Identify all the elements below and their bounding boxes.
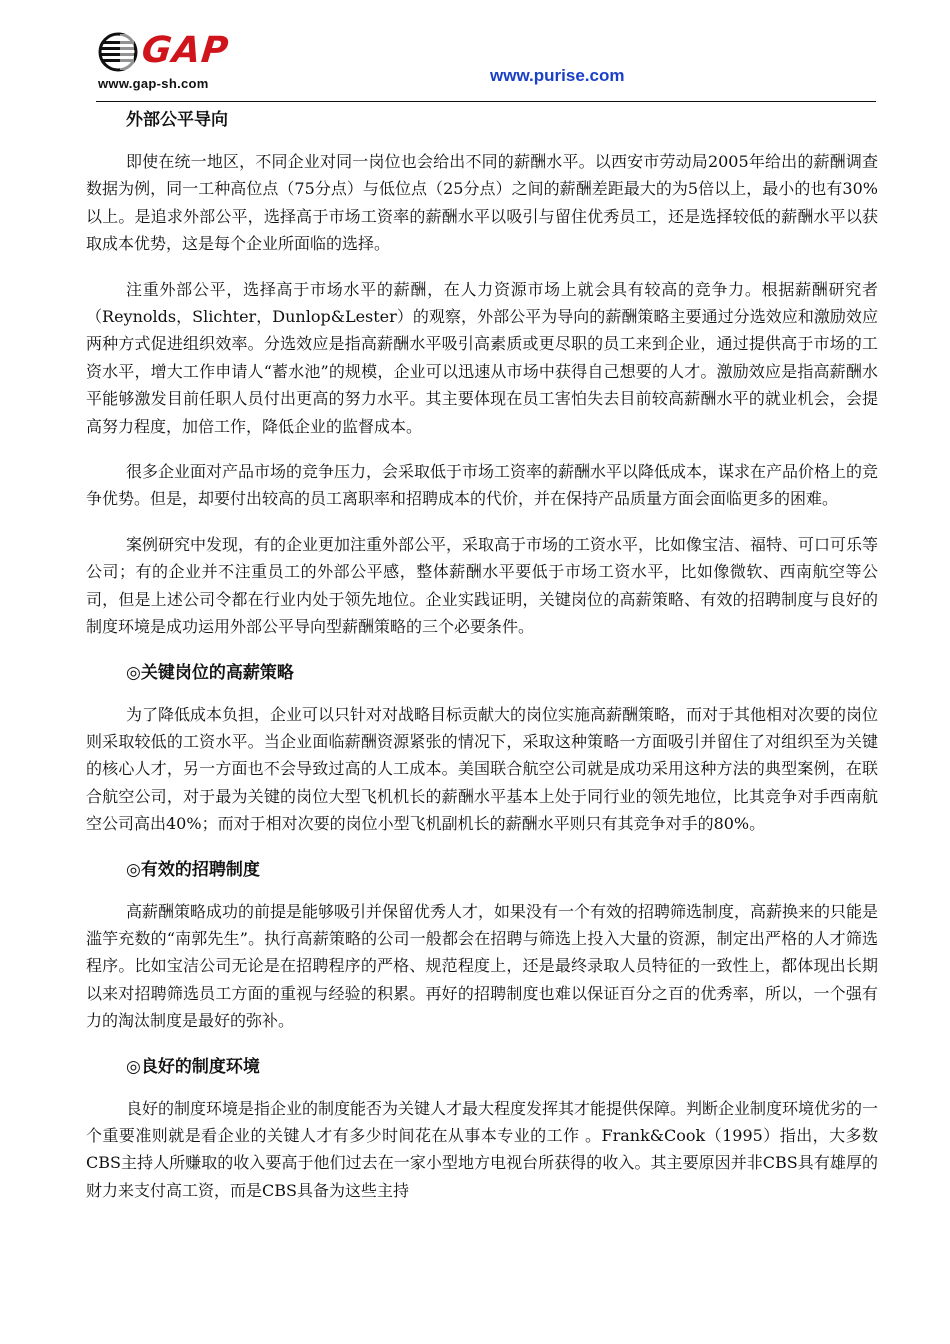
paragraph: 即使在统一地区，不同企业对同一岗位也会给出不同的薪酬水平。以西安市劳动局2005年给出的薪酬调查数据为例，同一工种高位点（75分点）与低位点（25分点）之间的薪酬差距最大的为5倍以上，最小的也有30%以上。是追求外部公平，选择高于市场工资率的薪酬水平以吸引与留住优秀员工，还是选择较低的薪酬水平以获取成本优势，这是每个企业所面临的选择。: [86, 152, 878, 254]
header-divider: [96, 101, 876, 102]
section-heading: ◎良好的制度环境: [126, 1056, 260, 1077]
page-header: [0, 0, 950, 104]
paragraph: 高薪酬策略成功的前提是能够吸引并保留优秀人才，如果没有一个有效的招聘筛选制度，高薪换来的只能是滥竽充数的“南郭先生”。执行高薪策略的公司一般都会在招聘与筛选上投入大量的资源，制定出严格的人才筛选程序。比如宝洁公司无论是在招聘程序的严格、规范程度上，还是最终录取人员特征的一致性上，都体现出长期以来对招聘筛选员工方面的重视与经验的积累。再好的招聘制度也难以保证百分之百的优秀率，所以，一个强有力的淘汰制度是最好的弥补。: [86, 901, 879, 1031]
paragraph: 很多企业面对产品市场的竞争压力，会采取低于市场工资率的薪酬水平以降低成本，谋求在产品价格上的竞争优势。但是，却要付出较高的员工离职率和招聘成本的代价，并在保持产品质量方面会面临更多的困难。: [86, 462, 879, 509]
globe-icon: [98, 32, 138, 72]
site-url-link[interactable]: www.purise.com: [490, 66, 625, 85]
paragraph: 案例研究中发现，有的企业更加注重外部公平，采取高于市场的工资水平，比如像宝洁、福特、可口可乐等公司；有的企业并不注重员工的外部公平感，整体薪酬水平要低于市场工资水平，比如像微软、西南航空等公司，但是上述公司令都在行业内处于领先地位。企业实践证明，关键岗位的高薪策略、有效的招聘制度与良好的制度环境是成功运用外部公平导向型薪酬策略的三个必要条件。: [86, 534, 879, 637]
section-heading: ◎关键岗位的高薪策略: [126, 662, 294, 683]
gap-logo: [96, 30, 256, 96]
section-heading: ◎有效的招聘制度: [126, 859, 260, 880]
paragraph: 为了降低成本负担，企业可以只针对对战略目标贡献大的岗位实施高薪酬策略，而对于其他相对次要的岗位则采取较低的工资水平。当企业面临薪酬资源紧张的情况下，采取这种策略一方面吸引并留住了对组织至为关键的核心人才，另一方面也不会导致过高的人工成本。美国联合航空公司就是成功采用这种方法的典型案例，在联合航空公司，对于最为关键的岗位大型飞机机长的薪酬水平基本上处于同行业的领先地位，比其竞争对手西南航空公司高出40%；而对于相对次要的岗位小型飞机副机长的薪酬水平则只有其竞争对手的80%。: [86, 704, 879, 834]
logo-text: GAP: [139, 30, 231, 71]
section-heading: 外部公平导向: [126, 110, 228, 130]
article-body: [86, 106, 878, 1204]
paragraph: 良好的制度环境是指企业的制度能否为关键人才最大程度发挥其才能提供保障。判断企业制度环境优劣的一个重要准则就是看企业的关键人才有多少时间花在从事本专业的工作 。Frank&Cook（1995）指出，大多数CBS主持人所赚取的收入要高于他们过去在一家小型地方电视台所获得的收入。其主要原因并非CBS具有雄厚的财力来支付高工资，而是CBS具备为这些主持: [86, 1098, 879, 1200]
paragraph: 注重外部公平，选择高于市场水平的薪酬，在人力资源市场上就会具有较高的竞争力。根据薪酬研究者（Reynolds，Slichter，Dunlop&Lester）的观察，外部公平为导向的薪酬策略主要通过分选效应和激励效应两种方式促进组织效率。分选效应是指高薪酬水平吸引高素质或更尽职的员工来到企业，通过提供高于市场的工资水平，增大工作申请人“蓄水池”的规模，企业可以迅速从市场中获得自己想要的人才。激励效应是指高薪酬水平能够激发目前任职人员付出更高的努力水平。其主要体现在员工害怕失去目前较高薪酬水平的就业机会，会提高努力程度，加倍工作，降低企业的监督成本。: [86, 279, 878, 436]
logo-url[interactable]: www.gap-sh.com: [98, 76, 209, 91]
